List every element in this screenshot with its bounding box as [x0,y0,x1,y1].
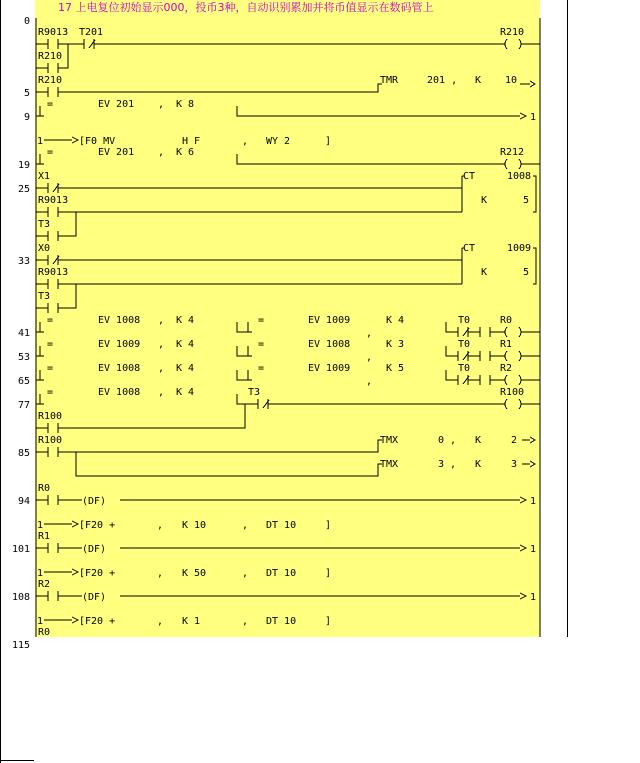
step-number: 19 [18,160,31,171]
compare-arg: EV 201 [98,99,135,110]
instruction-cmd: [F20 + [79,520,116,531]
compare-sep: , [158,387,165,398]
compare-arg: K 4 [176,363,195,374]
contact-label: X1 [38,171,51,182]
compare-op: = [47,363,54,374]
step-number: 85 [18,448,31,459]
timer-instruction: TMX [380,435,399,446]
rung-wire [450,327,540,337]
instruction-end: ] [325,568,332,579]
step-number: 53 [18,352,31,363]
instruction-end: ] [325,616,332,627]
rung-101-instruction[interactable] [37,568,331,579]
arrow-icon [44,569,78,575]
contact-label: R100 [38,411,63,422]
instruction-arg: H F [182,136,201,147]
compare-op: = [258,339,265,350]
compare-arg: K 4 [386,315,405,326]
step-number: 77 [18,400,31,411]
counter-k: K [481,267,488,278]
counter-instruction: CT [463,171,476,182]
instruction-sep: , [242,136,249,147]
timer-instruction: TMR [380,75,399,86]
jump-label: 1 [530,112,537,123]
df-instruction: (DF) [82,496,107,507]
contact-label: R0 [38,483,51,494]
timer-instruction: TMX [380,459,399,470]
compare-arg: K 4 [176,387,195,398]
contact-label: R9013 [38,27,69,38]
instruction-sep: , [157,568,164,579]
timer-preset: 10 [505,75,518,86]
rung-wire [450,375,540,385]
counter-number: 1008 [507,171,532,182]
instruction-end: ] [325,520,332,531]
step-number: 33 [18,256,31,267]
compare-arg: EV 1008 [308,339,351,350]
step-number: 25 [18,184,31,195]
instruction-arg: WY 2 [266,136,291,147]
arrow-icon [522,437,535,443]
step-number: 9 [24,112,31,123]
counter-number: 1009 [507,243,532,254]
contact-label: R0 [38,627,51,638]
compare-op: = [47,147,54,158]
compare-arg: K 3 [386,339,405,350]
rung-wire [36,279,462,289]
rung-25[interactable] [36,171,536,241]
jump-label: 1 [530,592,537,603]
jump-label: 1 [530,544,537,555]
timer-number: 3 , [438,459,457,470]
rung-19[interactable] [36,147,540,169]
instruction-arg: K 50 [182,568,207,579]
rung-wire [36,84,382,97]
compare-bracket [36,154,241,164]
rung-94-instruction[interactable] [37,520,331,531]
jump-ref: 1 [37,568,44,579]
rung-108-instruction[interactable] [37,616,331,638]
contact-label: T201 [79,27,104,38]
rung-wire [36,255,462,265]
rung-5[interactable] [36,75,535,97]
instruction-sep: , [157,520,164,531]
instruction-arg: DT 10 [266,568,297,579]
rung-wire [36,207,462,217]
contact-label: R100 [38,435,63,446]
instruction-cmd: [F0 MV [79,136,116,147]
contact-label: R9013 [38,195,69,206]
timer-preset: 3 [511,459,518,470]
rung-9[interactable] [36,99,536,123]
coil-label: R100 [500,387,525,398]
compare-arg: EV 1009 [308,363,351,374]
coil-label: R1 [500,339,513,350]
df-instruction: (DF) [82,544,107,555]
step-number: 101 [12,544,31,555]
step-number: 65 [18,376,31,387]
jump-ref: 1 [37,136,44,147]
compare-sep: , [158,339,165,350]
contact-label: R210 [38,75,63,86]
rung-wire [241,399,540,409]
counter-instruction: CT [463,243,476,254]
contact-label: T3 [248,387,261,398]
contact-label: T0 [458,315,471,326]
compare-arg: K 8 [176,99,195,110]
contact-label: R210 [38,51,63,62]
rung-wire [241,159,540,169]
rung-53[interactable] [36,339,540,363]
instruction-arg: K 10 [182,520,207,531]
jump-label: 1 [530,496,537,507]
jump-ref: 1 [37,616,44,627]
rung-9-instruction[interactable] [37,136,331,147]
rung-41[interactable] [36,315,540,339]
compare-arg: EV 1009 [308,315,351,326]
coil-label: R212 [500,147,525,158]
rung-wire [36,495,526,505]
instruction-sep: , [242,520,249,531]
compare-op: = [47,339,54,350]
rung-94[interactable] [36,483,536,507]
compare-sep: , [366,352,373,363]
compare-op: = [47,99,54,110]
step-number: 41 [18,328,31,339]
step-number: 0 [24,16,31,27]
coil-label: R0 [500,315,513,326]
instruction-arg: DT 10 [266,616,297,627]
rung-wire [36,543,526,553]
latch-branch [36,404,245,433]
timer-number: 0 , [438,435,457,446]
coil-label: R210 [500,27,525,38]
counter-k: K [481,195,488,206]
compare-op: = [258,363,265,374]
step-number: 94 [18,496,31,507]
counter-preset: 5 [523,267,530,278]
df-instruction: (DF) [82,592,107,603]
compare-sep: , [366,376,373,387]
rung-108[interactable] [36,579,536,603]
rung-65[interactable] [36,363,540,387]
program-comment: 17 上电复位初始显示000，投币3种，自动识别累加并将币值显示在数码管上 [58,1,434,14]
step-number: 5 [24,88,31,99]
compare-arg: K 4 [176,315,195,326]
instruction-arg: K 1 [182,616,201,627]
rung-85[interactable] [36,435,535,476]
timer-number: 201 , [427,75,458,86]
rung-wire [36,591,526,601]
compare-op: = [258,315,265,326]
compare-arg: EV 201 [98,147,135,158]
contact-label: T3 [38,219,51,230]
instruction-sep: , [242,568,249,579]
compare-op: = [47,387,54,398]
instruction-end: ] [325,136,332,147]
arrow-icon [44,137,78,143]
compare-op: = [47,315,54,326]
coil-label: R2 [500,363,513,374]
compare-arg: EV 1008 [98,387,141,398]
compare-arg: EV 1009 [98,339,141,350]
compare-bracket [36,106,241,116]
compare-arg: K 5 [386,363,405,374]
rung-101[interactable] [36,531,536,555]
rung-wire [36,440,382,457]
contact-label: T0 [458,339,471,350]
step-number: 115 [12,640,31,651]
compare-arg: K 6 [176,147,195,158]
compare-sep: , [158,363,165,374]
instruction-cmd: [F20 + [79,616,116,627]
timer-k: K [475,435,482,446]
rung-wire [36,183,462,193]
contact-label: T3 [38,291,51,302]
rung-33[interactable] [36,243,536,313]
rung-wire [36,39,540,49]
compare-arg: EV 1008 [98,315,141,326]
instruction-sep: , [242,616,249,627]
arrow-icon [520,81,535,87]
arrow-icon [522,461,535,467]
compare-arg: K 4 [176,339,195,350]
rung-wire [76,452,382,476]
contact-label: R2 [38,579,51,590]
rung-0[interactable] [36,27,540,73]
timer-k: K [475,75,482,86]
timer-k: K [475,459,482,470]
compare-sep: , [366,328,373,339]
arrow-icon [44,617,78,623]
jump-ref: 1 [37,520,44,531]
compare-sep: , [158,147,165,158]
instruction-cmd: [F20 + [79,568,116,579]
contact-label: R9013 [38,267,69,278]
instruction-arg: DT 10 [266,520,297,531]
compare-sep: , [158,99,165,110]
instruction-sep: , [157,616,164,627]
step-number: 108 [12,592,31,603]
compare-sep: , [158,315,165,326]
contact-label: X0 [38,243,51,254]
rung-wire [450,351,540,361]
arrow-icon [241,113,526,119]
compare-arg: EV 1008 [98,363,141,374]
timer-preset: 2 [511,435,518,446]
arrow-icon [44,521,78,527]
rung-77[interactable] [36,387,540,433]
contact-label: R1 [38,531,51,542]
contact-label: T0 [458,363,471,374]
counter-preset: 5 [523,195,530,206]
